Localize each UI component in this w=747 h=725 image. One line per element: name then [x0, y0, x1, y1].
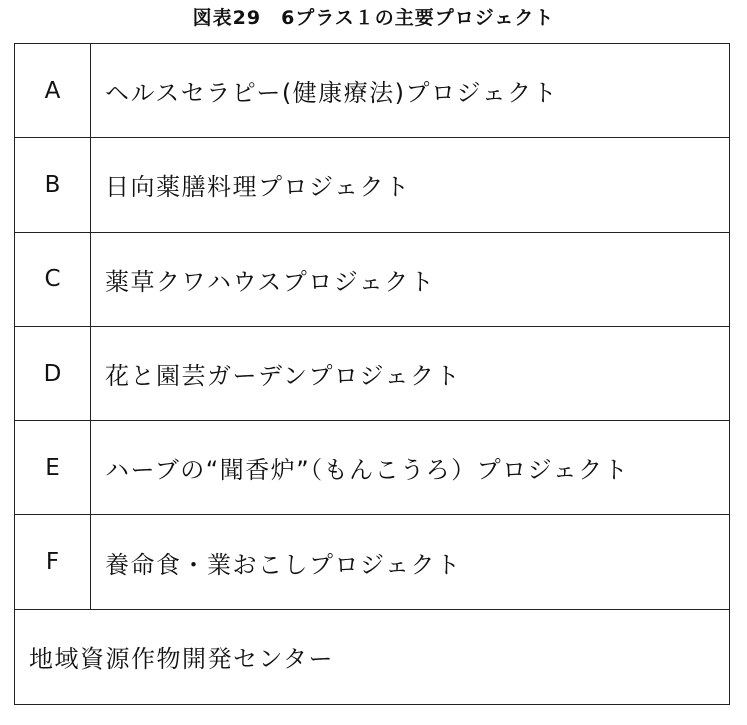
table-row-b: [15, 138, 729, 232]
page-title: 図表29 6プラス１の主要プロジェクト: [192, 7, 555, 29]
project-name: 花と園芸ガーデンプロジェクト: [105, 362, 462, 391]
row-label: C: [15, 233, 91, 326]
row-label: E: [15, 421, 91, 514]
project-table: [14, 43, 730, 705]
table-row-e: [15, 421, 729, 515]
row-label: B: [15, 138, 91, 231]
center-name: 地域資源作物開発センター: [29, 645, 335, 674]
project-name: 養命食・業おこしプロジェクト: [105, 550, 462, 579]
row-label: F: [15, 515, 91, 608]
project-name: 薬草クワハウスプロジェクト: [105, 267, 436, 296]
table-row-c: [15, 233, 729, 327]
row-label: A: [15, 44, 91, 137]
project-name: 日向薬膳料理プロジェクト: [105, 173, 411, 202]
table-row-d: [15, 327, 729, 421]
project-name: ヘルスセラピー(健康療法)プロジェクト: [105, 79, 559, 108]
project-name: ハーブの“聞香炉”（もんこうろ）プロジェクト: [105, 456, 630, 485]
table-row-a: [15, 44, 729, 138]
table-row-footer: [15, 610, 729, 704]
table-row-f: [15, 515, 729, 609]
row-label: D: [15, 327, 91, 420]
